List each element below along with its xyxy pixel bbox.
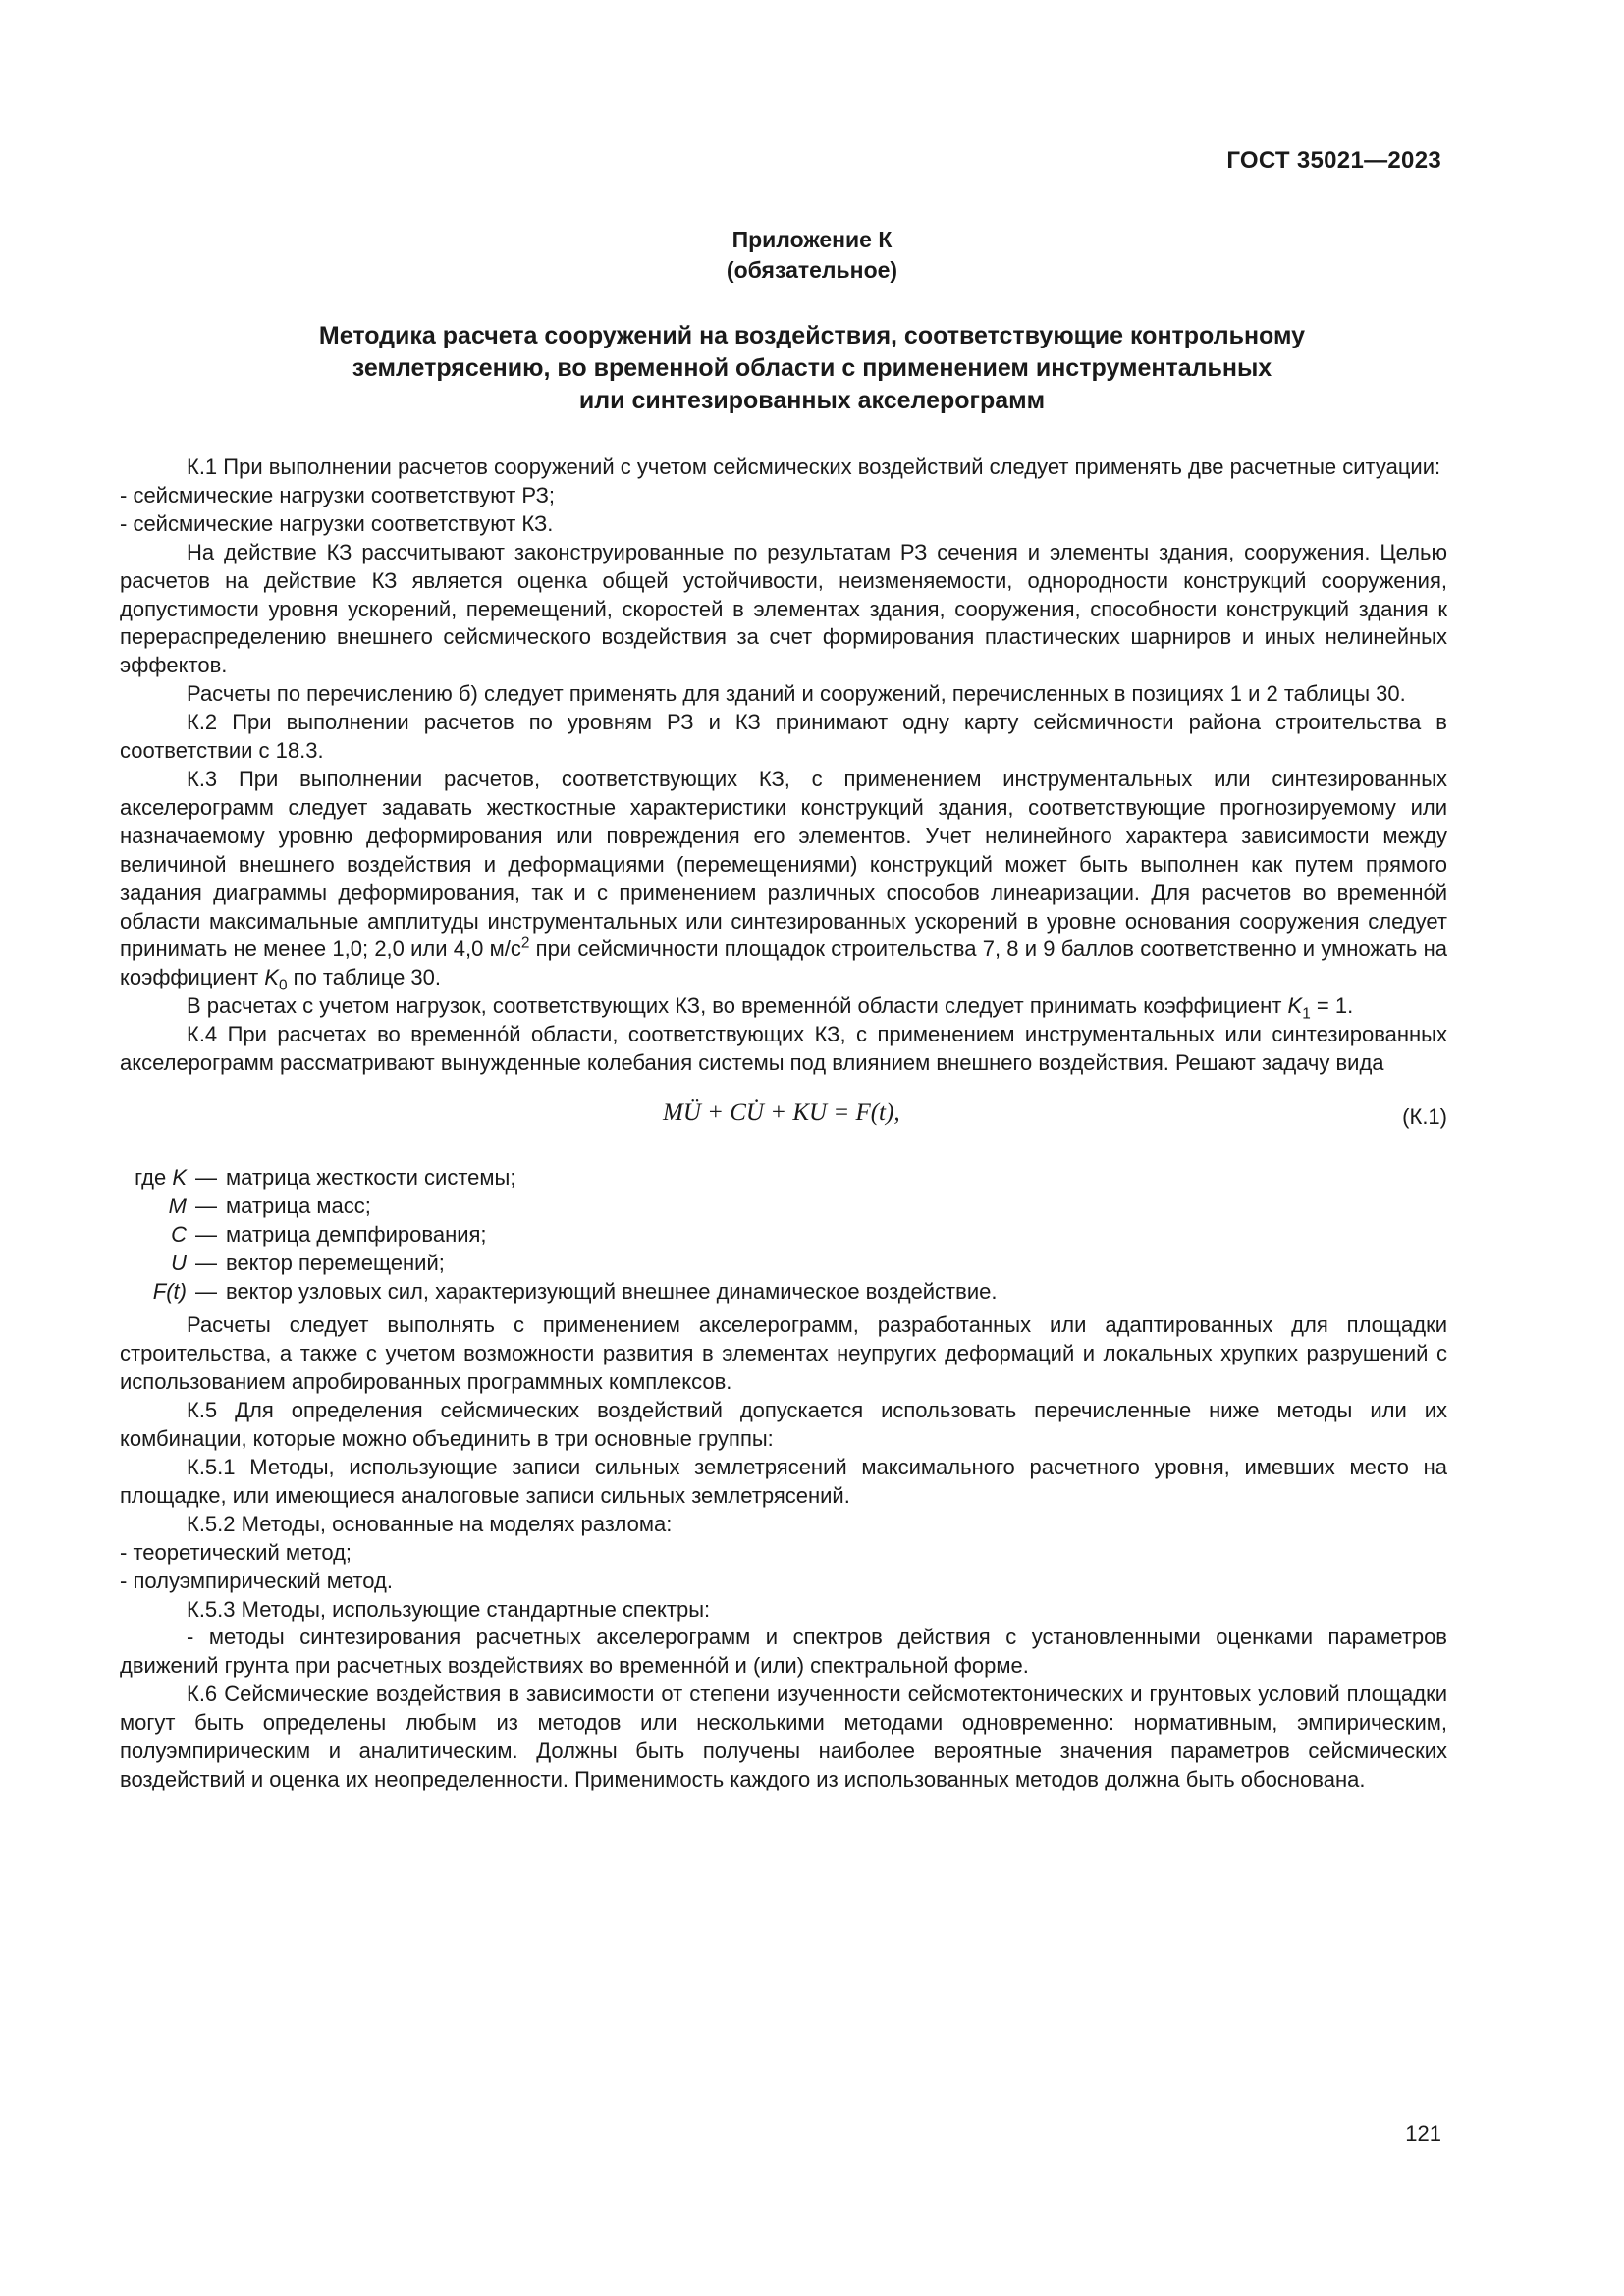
where-dash: —: [195, 1193, 217, 1218]
list-item: - сейсмические нагрузки соответствуют КЗ.: [120, 510, 554, 536]
where-definition: матрица масс;: [226, 1193, 371, 1218]
where-item: [120, 1221, 1447, 1250]
symbol-k: K: [172, 1164, 187, 1190]
paragraph-k5: К.5 Для определения сейсмических воздействий допускается использовать перечисленные ниже методы или их комбинации, которые можно объединить в три основные группы:: [120, 1398, 1447, 1452]
annex-heading: [0, 225, 1624, 286]
where-definition: матрица жесткости системы;: [226, 1164, 516, 1190]
where-symbol: [120, 1221, 187, 1250]
where-symbol: [120, 1278, 187, 1307]
k3-text-b: при сейсмичности площадок строительства 7, 8 и 9 баллов соответственно и умножать на коэффициент: [120, 936, 1447, 990]
where-definition: вектор узловых сил, характеризующий внешнее динамическое воздействие.: [226, 1278, 998, 1304]
list-item: - полуэмпирический метод.: [120, 1568, 393, 1593]
k3-2-coefficient-index: 1: [1302, 1005, 1311, 1023]
annex-title: [196, 320, 1428, 417]
k3-text-a: К.3 При выполнении расчетов, соответствующих КЗ, с применением инструментальных или синтезированных акселерограмм следует задавать жесткостные характеристики конструкций здания, соответствующие прогнозируемому или назначаемому уровню деформирования или повреждения его элементов. Учет нелинейного характера зависимости между величиной внешнего воздействия и деформациями (перемещениями) конструкций может быть выполнен как путем прямого задания диаграммы деформирования, так и с применением различных способов линеаризации. Для расчетов во временно́й области максимальные амплитуды инструментальных или синтезированных ускорений в уровне основания сооружения следует принимать не менее 1,0; 2,0 или 4,0 м/с: [120, 766, 1447, 962]
list-item: - сейсмические нагрузки соответствуют РЗ;: [120, 482, 556, 507]
where-item: [120, 1250, 1447, 1278]
symbol-m: M: [168, 1193, 187, 1218]
k3-coefficient: K: [264, 965, 279, 990]
paragraph-k5-1: К.5.1 Методы, использующие записи сильных землетрясений максимального расчетного уровня, имевших место на площадке, или имеющиеся аналоговые записи сильных землетрясений.: [120, 1455, 1447, 1508]
symbol-ft: F(t): [152, 1278, 187, 1304]
paragraph-k4-2: Расчеты следует выполнять с применением акселерограмм, разработанных или адаптированных для площадки строительства, а также с учетом возможности развития в элементах неупругих деформаций и локальных хрупких разрушений с использованием апробированных программных комплексов.: [120, 1312, 1447, 1395]
where-definition: вектор перемещений;: [226, 1250, 445, 1275]
where-symbol: [120, 1250, 187, 1278]
document-body: [120, 454, 1447, 1794]
annex-label: Приложение К: [731, 227, 893, 252]
where-dash: —: [195, 1250, 217, 1275]
where-symbol: [120, 1193, 187, 1221]
paragraph-k3-2: [120, 992, 1447, 1021]
title-line-3: или синтезированных акселерограмм: [578, 387, 1046, 414]
k3-coefficient-index: 0: [278, 977, 288, 994]
paragraph-k4: К.4 При расчетах во временно́й области, соответствующих КЗ, с применением инструментальных или синтезированных акселерограмм рассматривают вынужденные колебания системы под влиянием внешнего воздействия. Решают задачу вида: [120, 1022, 1447, 1076]
formula-number: (К.1): [1402, 1103, 1447, 1129]
k3-2-text-a: В расчетах с учетом нагрузок, соответствующих КЗ, во временно́й области следует принимать коэффициент: [187, 993, 1288, 1019]
where-item: [120, 1193, 1447, 1221]
paragraph-k1: К.1 При выполнении расчетов сооружений с учетом сейсмических воздействий следует применять две расчетные ситуации:: [187, 454, 1441, 479]
where-item: [120, 1164, 1447, 1193]
where-dash: —: [195, 1221, 217, 1247]
standard-number: ГОСТ 35021—2023: [1226, 147, 1441, 174]
title-line-2: землетрясению, во временной области с применением инструментальных: [352, 354, 1272, 382]
where-prefix: где: [135, 1164, 167, 1190]
formula-expression: [663, 1099, 900, 1128]
list-item: - теоретический метод;: [120, 1539, 352, 1565]
paragraph-k1-3: Расчеты по перечислению б) следует применять для зданий и сооружений, перечисленных в позициях 1 и 2 таблицы 30.: [187, 681, 1406, 707]
k3-2-text-b: = 1.: [1310, 993, 1354, 1019]
paragraph-k5-3: К.5.3 Методы, использующие стандартные спектры:: [187, 1596, 711, 1622]
title-line-1: Методика расчета сооружений на воздействия, соответствующие контрольному: [318, 322, 1306, 349]
symbol-c: C: [171, 1221, 187, 1247]
formula-text: MÜ + CU̇ + KU = F(t),: [663, 1098, 900, 1126]
formula-k1: [120, 1094, 1447, 1143]
where-dash: —: [195, 1278, 217, 1304]
k3-superscript: 2: [520, 935, 530, 953]
paragraph-k3: [120, 766, 1447, 992]
paragraph-k2: К.2 При выполнении расчетов по уровням РЗ и КЗ принимают одну карту сейсмичности района строительства в соответствии с 18.3.: [120, 710, 1447, 764]
paragraph-k6: К.6 Сейсмические воздействия в зависимости от степени изученности сейсмотектонических и грунтовых условий площадки могут быть определены любым из методов или несколькими методами одновременно: нормативным, эмпирическим, полуэмпирическим и аналитическим. Должны быть получены наиболее вероятные значения параметров сейсмических воздействий и оценка их неопределенности. Применимость каждого из использованных методов должна быть обоснована.: [120, 1682, 1447, 1791]
where-item: [120, 1278, 1447, 1307]
paragraph-k5-2: К.5.2 Методы, основанные на моделях разлома:: [187, 1511, 673, 1536]
annex-status: (обязательное): [726, 257, 898, 283]
where-list: [120, 1164, 1447, 1307]
paragraph-k1-2: На действие КЗ рассчитывают законструированные по результатам РЗ сечения и элементы здания, сооружения. Целью расчетов на действие КЗ является оценка общей устойчивости, неизменяемости, однородности конструкций сооружения, допустимости уровня ускорений, перемещений, скоростей в элементах здания, сооружения, способности конструкций здания к перераспределению внешнего сейсмического воздействия за счет формирования пластических шарниров и иных нелинейных эффектов.: [120, 539, 1447, 678]
list-item: - методы синтезирования расчетных акселерограмм и спектров действия с установленными оценками параметров движений грунта при расчетных воздействиях во временно́й и (или) спектральной форме.: [120, 1625, 1447, 1679]
where-definition: матрица демпфирования;: [226, 1221, 487, 1247]
k3-2-coefficient: K: [1287, 993, 1303, 1019]
where-dash: —: [195, 1164, 217, 1190]
page-number: 121: [1405, 2121, 1441, 2146]
symbol-u: U: [171, 1250, 187, 1275]
k3-text-c: по таблице 30.: [287, 965, 442, 990]
where-symbol: [120, 1164, 187, 1193]
